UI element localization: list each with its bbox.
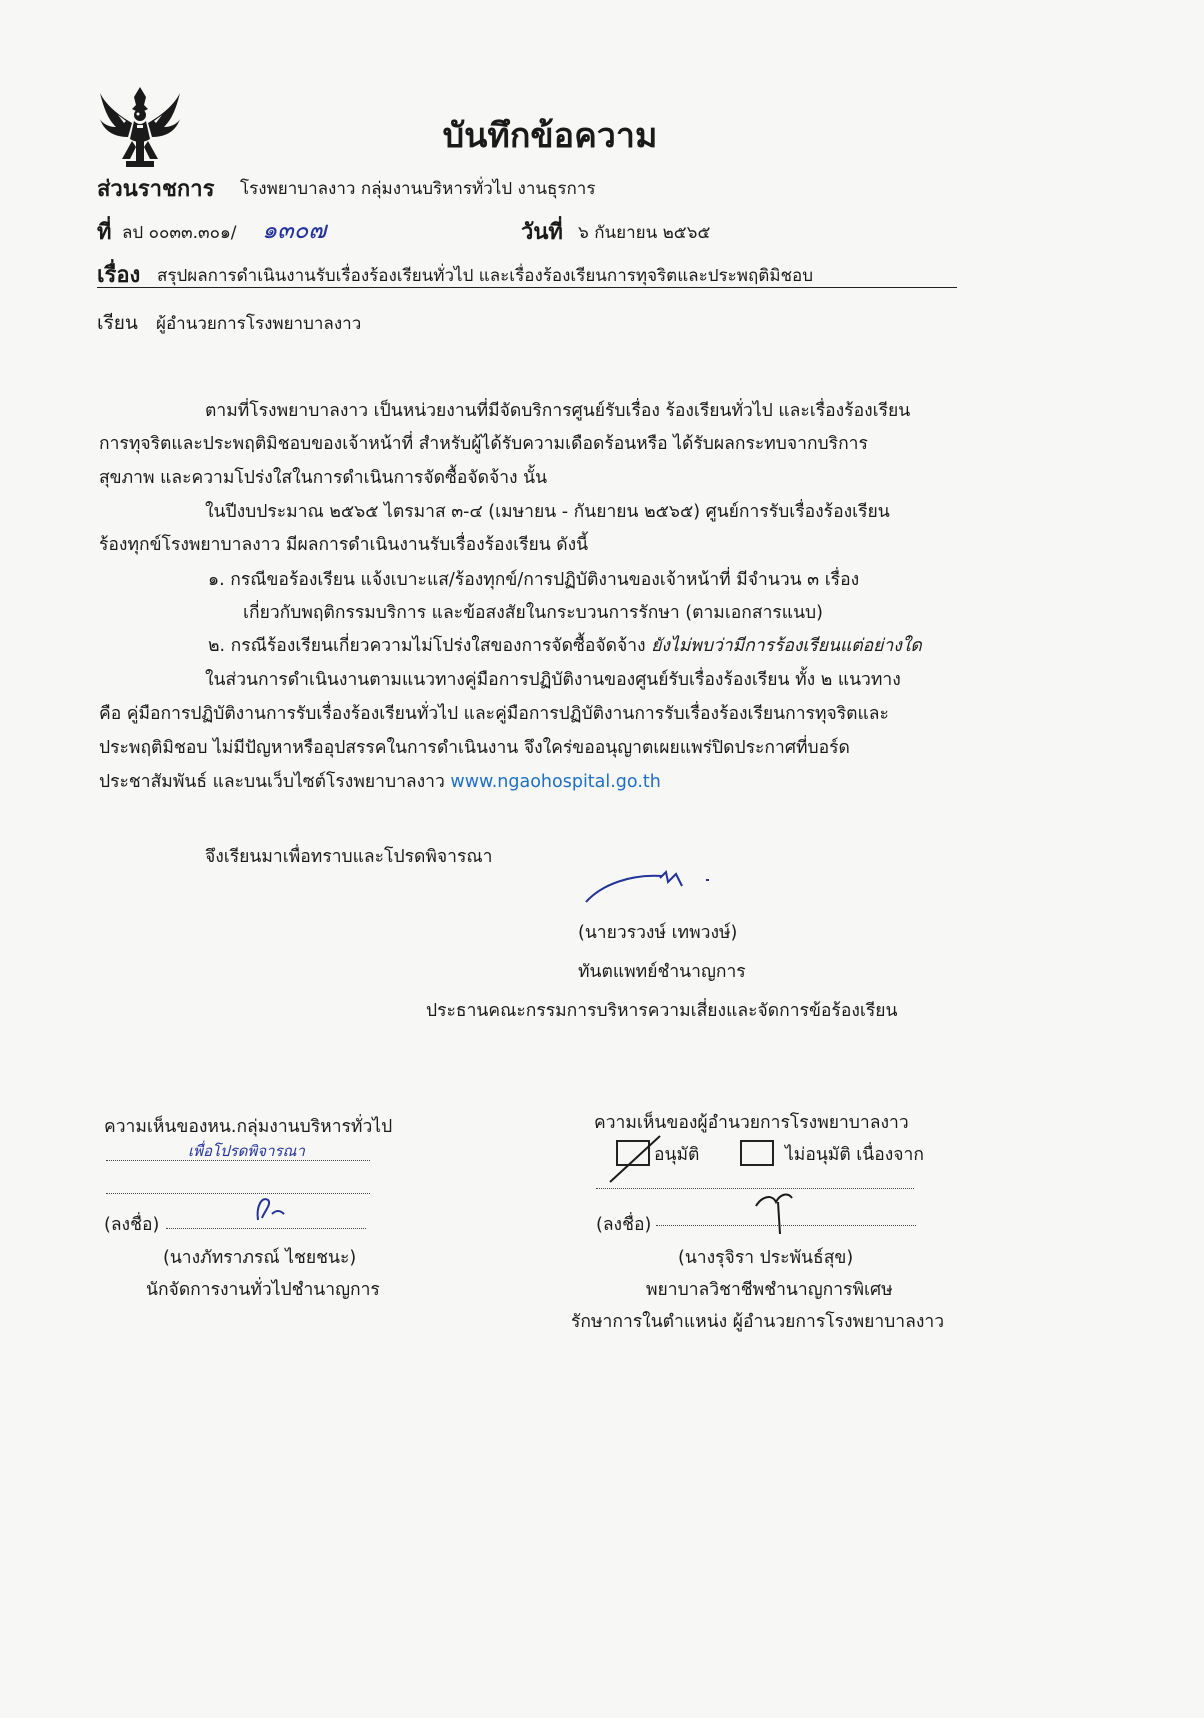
disapprove-label: ไม่อนุมัติ เนื่องจาก (785, 1145, 924, 1165)
date-value: ๖ กันยายน ๒๕๖๕ (578, 223, 711, 243)
ref-handwritten-number: ๑๓๐๗ (262, 216, 327, 244)
body-item1-line2: เกี่ยวกับพฤติกรรมบริการ และข้อสงสัยในกระบวนการรักษา (ตามเอกสารแนบ) (243, 603, 823, 623)
left-signer-position: นักจัดการงานทั่วไปชำนาญการ (146, 1280, 380, 1300)
signer-signature (582, 868, 722, 910)
right-signer-position1: พยาบาลวิชาชีพชำนาญการพิเศษ (646, 1280, 893, 1300)
left-signer-name: (นางภัทราภรณ์ ไชยชนะ) (163, 1248, 357, 1268)
left-sign-label: (ลงชื่อ) (104, 1215, 160, 1235)
right-signature (752, 1186, 802, 1238)
signer-position1: ทันตแพทย์ชำนาญการ (578, 962, 746, 982)
disapprove-checkbox[interactable] (740, 1140, 774, 1166)
ref-value: ลป ๐๐๓๓.๓๐๑/ (122, 223, 237, 243)
to-label: เรียน (97, 312, 138, 334)
website-link[interactable]: www.ngaohospital.go.th (450, 772, 661, 792)
body-item2-text: ๒. กรณีร้องเรียนเกี่ยวความไม่โปร่งใสของการจัดซื้อจัดจ้าง (208, 636, 652, 656)
ref-label: ที่ (97, 220, 112, 245)
right-signer-position2: รักษาการในตำแหน่ง ผู้อำนวยการโรงพยาบาลงาว (571, 1312, 945, 1332)
body-p1-line1: ตามที่โรงพยาบาลงาว เป็นหน่วยงานที่มีจัดบริการศูนย์รับเรื่อง ร้องเรียนทั่วไป และเรื่องร้องเรียน (205, 401, 911, 421)
body-p2-line1: ในปีงบประมาณ ๒๕๖๕ ไตรมาส ๓-๔ (เมษายน - กันยายน ๒๕๖๕) ศูนย์การรับเรื่องร้องเรียน (205, 502, 890, 522)
body-p3-line4 (99, 767, 661, 795)
left-comment-line2 (106, 1193, 370, 1194)
signer-name: (นายวรวงษ์ เทพวงษ์) (578, 923, 738, 943)
body-p3-line3: ประพฤติมิชอบ ไม่มีปัญหาหรืออุปสรรคในการดำเนินงาน จึงใคร่ขออนุญาตเผยแพร่ปิดประกาศที่บอร์ด (99, 738, 850, 758)
closing-line: จึงเรียนมาเพื่อทราบและโปรดพิจารณา (205, 847, 493, 867)
body-item2 (208, 631, 922, 659)
body-p1-line2: การทุจริตและประพฤติมิชอบของเจ้าหน้าที่ สำหรับผู้ได้รับความเดือดร้อนหรือ ได้รับผลกระทบจากบริการ (99, 434, 868, 454)
signer-position2: ประธานคณะกรรมการบริหารความเสี่ยงและจัดการข้อร้องเรียน (426, 1001, 898, 1021)
agency-label: ส่วนราชการ (97, 177, 215, 202)
left-comment-line1 (106, 1160, 370, 1161)
document-title: บันทึกข้อความ (442, 116, 658, 156)
right-comment-heading: ความเห็นของผู้อำนวยการโรงพยาบาลงาว (594, 1113, 909, 1133)
header-rule (97, 287, 957, 288)
agency-value: โรงพยาบาลงาว กลุ่มงานบริหารทั่วไป งานธุรการ (240, 179, 596, 199)
date-label: วันที่ (521, 220, 563, 245)
left-sign-line (166, 1228, 366, 1229)
left-comment-heading: ความเห็นของหน.กลุ่มงานบริหารทั่วไป (104, 1117, 393, 1137)
body-p3-line2: คือ คู่มือการปฏิบัติงานการรับเรื่องร้องเรียนทั่วไป และคู่มือการปฏิบัติงานการรับเรื่องร้องเรียนการทุจริตและ (99, 704, 889, 724)
body-p3-line4-text: ประชาสัมพันธ์ และบนเว็บไซต์โรงพยาบาลงาว (99, 772, 451, 792)
subject-label: เรื่อง (97, 263, 141, 288)
body-p2-line2: ร้องทุกข์โรงพยาบาลงาว มีผลการดำเนินงานรับเรื่องร้องเรียน ดังนี้ (99, 535, 589, 555)
body-p1-line3: สุขภาพ และความโปร่งใสในการดำเนินการจัดซื้อจัดจ้าง นั้น (99, 468, 548, 488)
body-item1-line1: ๑. กรณีขอร้องเรียน แจ้งเบาะแส/ร้องทุกข์/การปฏิบัติงานของเจ้าหน้าที่ มีจำนวน ๓ เรื่อง (208, 570, 860, 590)
subject-value: สรุปผลการดำเนินงานรับเรื่องร้องเรียนทั่วไป และเรื่องร้องเรียนการทุจริตและประพฤติมิชอบ (157, 266, 814, 286)
body-p3-line1: ในส่วนการดำเนินงานตามแนวทางคู่มือการปฏิบัติงานของศูนย์รับเรื่องร้องเรียน ทั้ง ๒ แนวทาง (205, 670, 901, 690)
body-item2-emphasis: ยังไม่พบว่ามีการร้องเรียนแต่อย่างใด (651, 636, 922, 656)
to-value: ผู้อำนวยการโรงพยาบาลงาว (156, 314, 362, 334)
left-signature (252, 1192, 292, 1226)
left-comment-handwritten: เพื่อโปรดพิจารณา (188, 1142, 305, 1160)
right-signer-name: (นางรุจิรา ประพันธ์สุข) (678, 1248, 854, 1268)
right-sign-label: (ลงชื่อ) (596, 1215, 652, 1235)
approve-label: อนุมัติ (654, 1145, 700, 1165)
